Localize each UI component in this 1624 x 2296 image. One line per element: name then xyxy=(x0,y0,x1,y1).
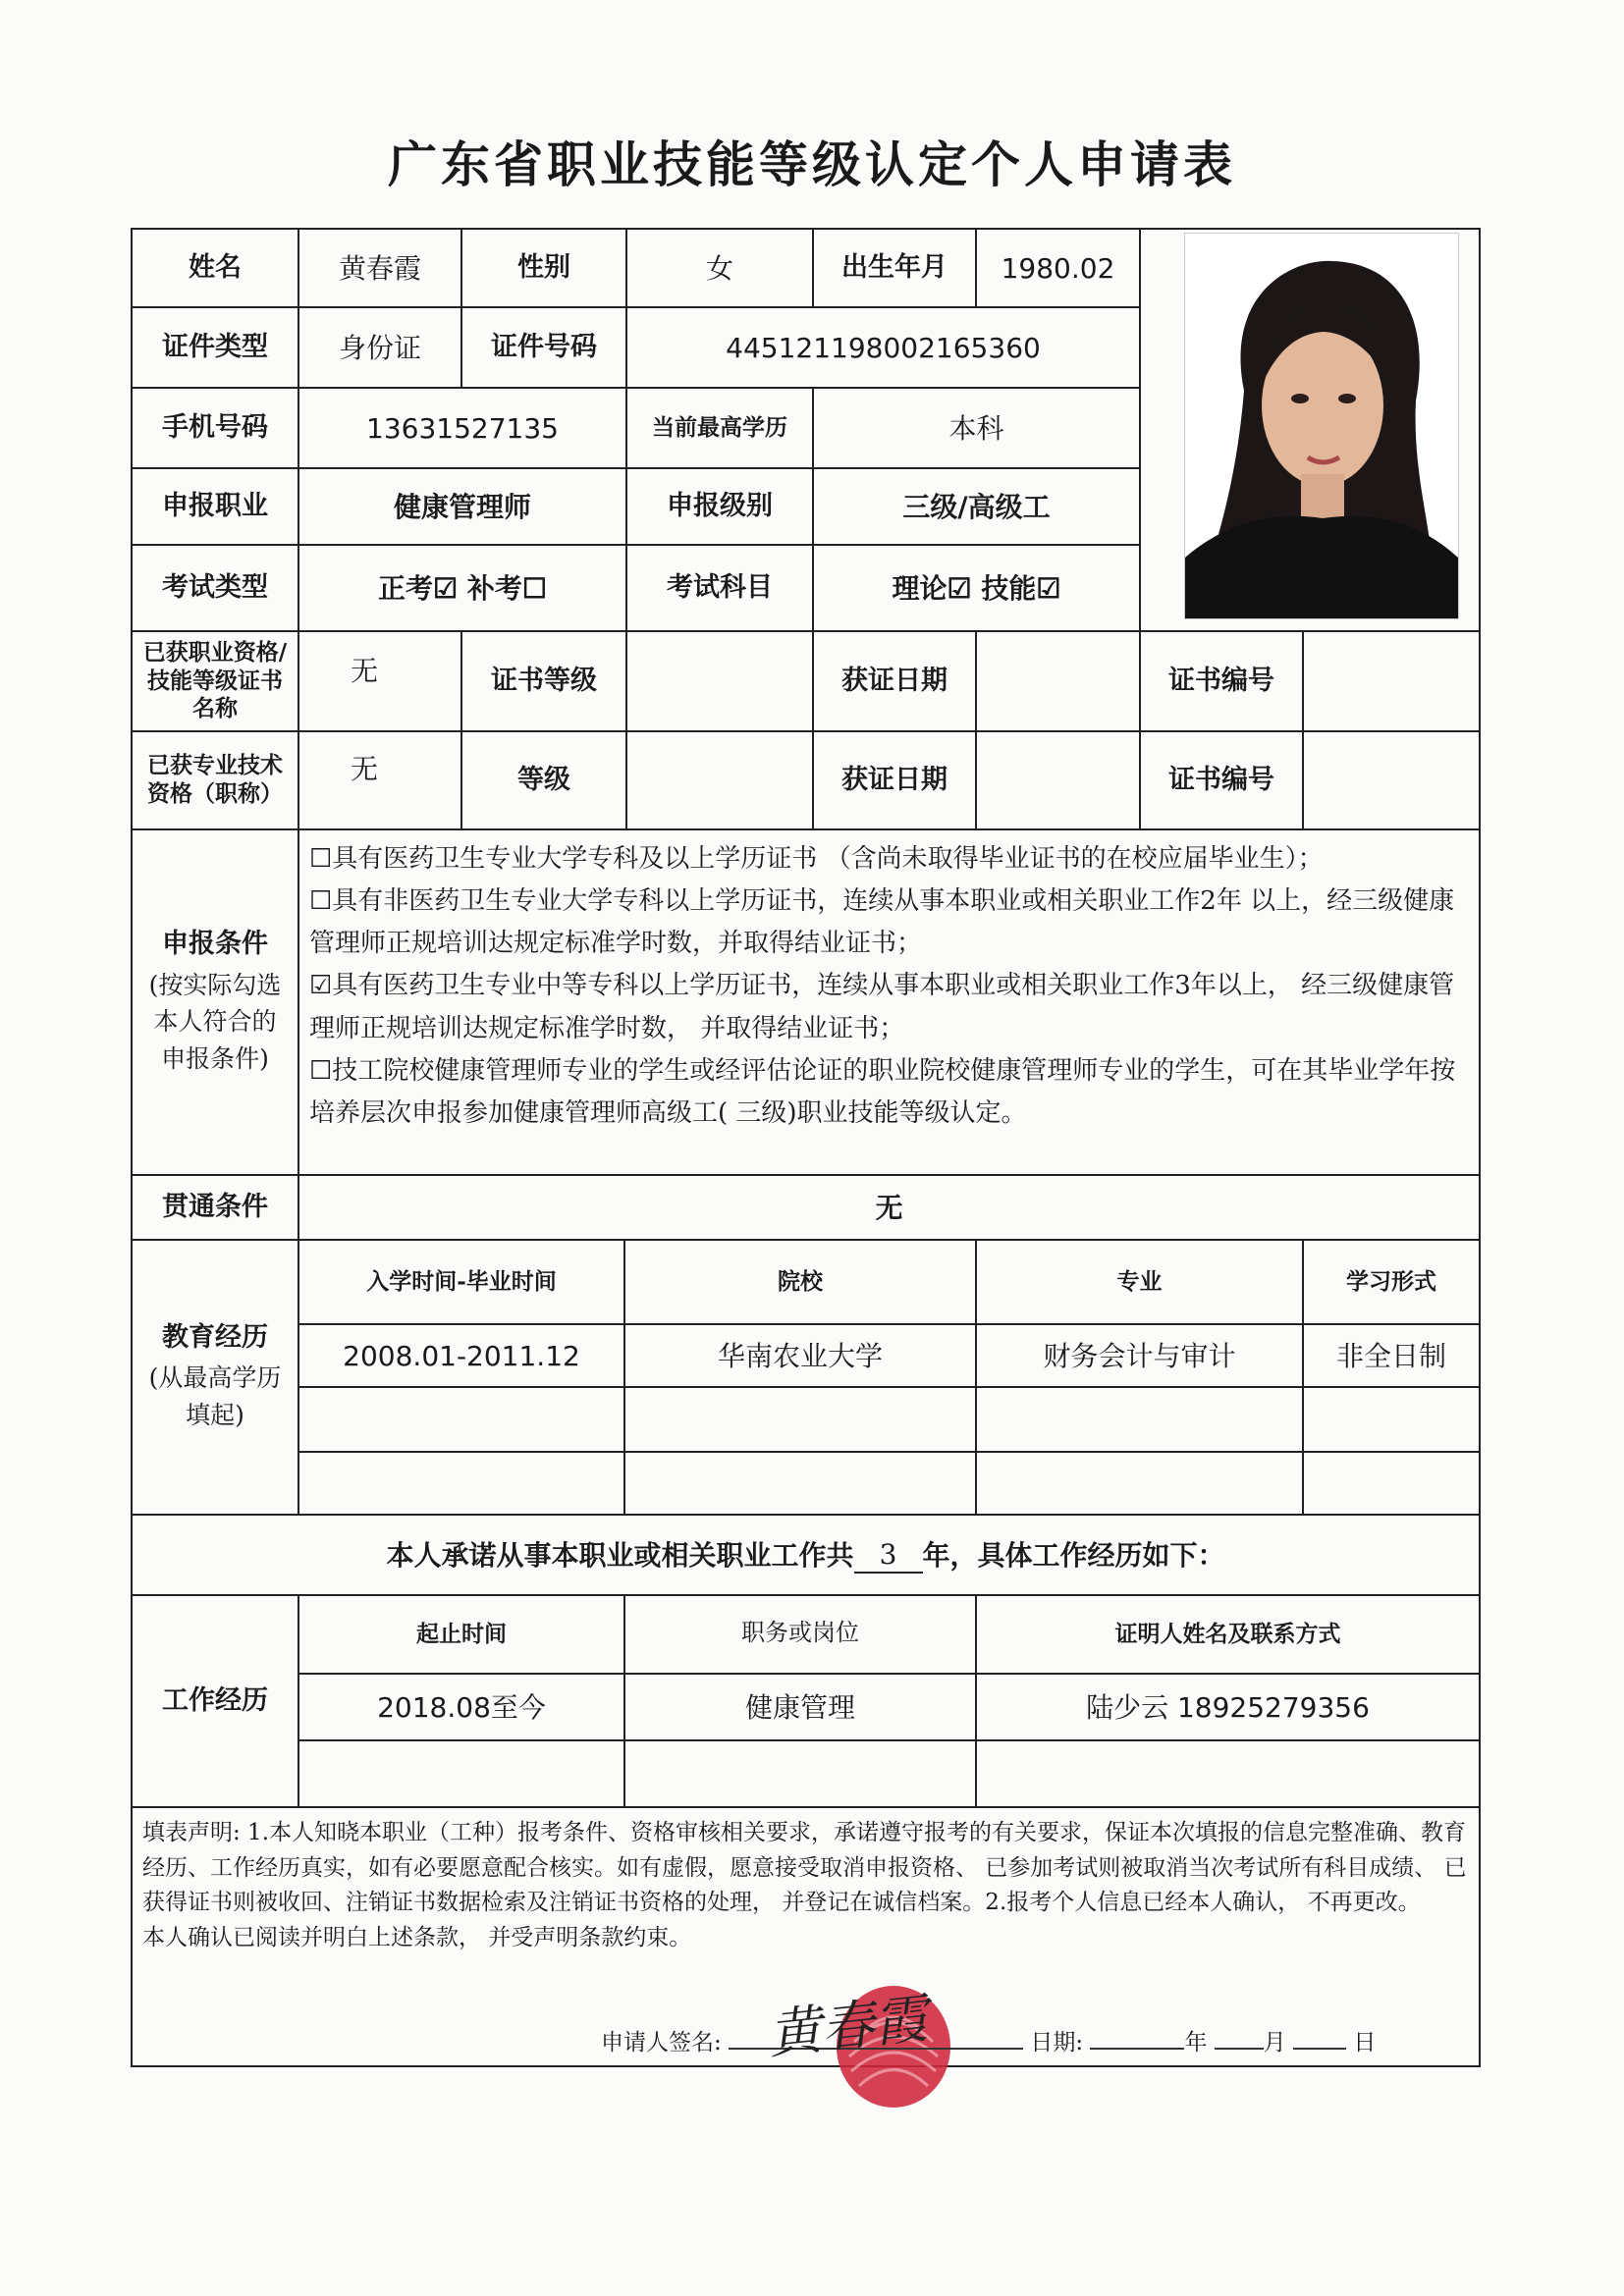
occupation-value[interactable]: 健康管理师 xyxy=(298,467,627,546)
education-label-cell xyxy=(131,1239,299,1516)
education-sublabel: (从最高学历填起) xyxy=(148,1363,282,1429)
conditions-label-cell xyxy=(131,828,299,1176)
tech-date-value[interactable] xyxy=(975,730,1141,830)
edu-header-period: 入学时间-毕业时间 xyxy=(298,1239,625,1325)
vocational-cert-value[interactable]: 无 xyxy=(298,630,462,732)
cert-level-label: 证书等级 xyxy=(460,630,627,732)
edu-row-3-mode[interactable] xyxy=(1302,1451,1481,1516)
conditions-sublabel: (按实际勾选本人符合的申报条件) xyxy=(148,970,282,1073)
name-value[interactable]: 黄春霞 xyxy=(298,228,462,308)
cert-date-value[interactable] xyxy=(975,630,1141,732)
commitment-years[interactable]: 3 xyxy=(854,1537,923,1574)
condition-option-4[interactable]: ☐技工院校健康管理师专业的学生或经评估论证的职业院校健康管理师专业的学生，可在其毕业学年按培养层次申报参加健康管理师高级工( 三级)职业技能等级认定。 xyxy=(309,1055,1456,1128)
edu-row-1-major[interactable]: 财务会计与审计 xyxy=(975,1323,1304,1388)
condition-option-2[interactable]: ☐具有非医药卫生专业大学专科以上学历证书，连续从事本职业或相关职业工作2年 以上，经三级健康管理师正规培训达规定标准学时数，并取得结业证书； xyxy=(309,886,1455,959)
edu-row-1-school[interactable]: 华南农业大学 xyxy=(623,1323,977,1388)
form-title: 广东省职业技能等级认定个人申请表 xyxy=(388,135,1236,193)
commitment-suffix: 年，具体工作经历如下： xyxy=(922,1538,1225,1572)
exam-type-value[interactable]: 正考☑ 补考☐ xyxy=(298,544,627,632)
vocational-cert-label: 已获职业资格/技能等级证书名称 xyxy=(131,630,299,732)
portrait-image xyxy=(1185,234,1458,618)
work-label: 工作经历 xyxy=(131,1594,299,1808)
edu-row-3-school[interactable] xyxy=(623,1451,977,1516)
declaration-text: 填表声明: 1.本人知晓本职业（工种）报考条件、资格审核相关要求，承诺遵守报考的有关要求，保证本次填报的信息完整准确、教育经历、工作经历真实，如有必要愿意配合核实。如有虚假，愿意接受取消申报资格、 已参加考试则被取消当次考试所有科目成绩、 已获得证书则被收回、注销证书数据检索及注销证书资格的处理， 并登记在诚信档案。2.报考个人信息已经本人确认， 不再更改。 xyxy=(142,1820,1467,1916)
day-label: 日 xyxy=(1353,2030,1377,2056)
level-label: 申报级别 xyxy=(625,467,814,546)
cert-level-value[interactable] xyxy=(625,630,814,732)
education-level-value[interactable]: 本科 xyxy=(812,387,1141,469)
date-year-field[interactable] xyxy=(1090,2022,1184,2050)
edu-header-mode: 学习形式 xyxy=(1302,1239,1481,1325)
signature-label: 申请人签名: xyxy=(601,2030,722,2056)
through-label: 贯通条件 xyxy=(131,1174,299,1241)
conditions-list xyxy=(298,828,1481,1176)
id-type-label: 证件类型 xyxy=(131,306,299,389)
edu-header-school: 院校 xyxy=(623,1239,977,1325)
exam-subjects-label: 考试科目 xyxy=(625,544,814,632)
education-level-label: 当前最高学历 xyxy=(625,387,814,469)
date-label: 日期: xyxy=(1030,2030,1084,2056)
work-header-period: 起止时间 xyxy=(298,1594,625,1675)
cert-number-label: 证书编号 xyxy=(1139,630,1304,732)
name-label: 姓名 xyxy=(131,228,299,308)
edu-row-3-major[interactable] xyxy=(975,1451,1304,1516)
signature-handwriting: 黄春霞 xyxy=(765,1987,931,2066)
gender-label: 性别 xyxy=(460,228,627,308)
edu-row-2-period[interactable] xyxy=(298,1386,625,1453)
commitment-prefix: 本人承诺从事本职业或相关职业工作共 xyxy=(386,1538,854,1572)
cert-number-value[interactable] xyxy=(1302,630,1481,732)
tech-qualification-label: 已获专业技术资格（职称） xyxy=(131,730,299,830)
phone-label: 手机号码 xyxy=(131,387,299,469)
signature-row xyxy=(601,1987,1386,2066)
edu-row-2-mode[interactable] xyxy=(1302,1386,1481,1453)
month-label: 月 xyxy=(1263,2030,1286,2056)
tech-cert-number-label: 证书编号 xyxy=(1139,730,1304,830)
birth-value[interactable]: 1980.02 xyxy=(975,228,1141,308)
condition-option-1[interactable]: ☐具有医药卫生专业大学专科及以上学历证书 （含尚未取得毕业证书的在校应届毕业生）； xyxy=(309,844,1324,874)
edu-row-2-major[interactable] xyxy=(975,1386,1304,1453)
edu-header-major: 专业 xyxy=(975,1239,1304,1325)
exam-type-label: 考试类型 xyxy=(131,544,299,632)
through-value[interactable]: 无 xyxy=(298,1174,1481,1241)
education-label: 教育经历 xyxy=(162,1321,268,1353)
phone-value[interactable]: 13631527135 xyxy=(298,387,627,469)
work-row-1-period[interactable]: 2018.08至今 xyxy=(298,1673,625,1741)
exam-subjects-value[interactable]: 理论☑ 技能☑ xyxy=(812,544,1141,632)
id-number-value[interactable]: 445121198002165360 xyxy=(625,306,1141,389)
occupation-label: 申报职业 xyxy=(131,467,299,546)
edu-row-2-school[interactable] xyxy=(623,1386,977,1453)
signature-field[interactable] xyxy=(729,1987,1023,2066)
tech-qualification-value[interactable]: 无 xyxy=(298,730,462,830)
edu-row-1-period[interactable]: 2008.01-2011.12 xyxy=(298,1323,625,1388)
id-number-label: 证件号码 xyxy=(460,306,627,389)
gender-value[interactable]: 女 xyxy=(625,228,814,308)
date-month-field[interactable] xyxy=(1215,2022,1264,2050)
edu-row-3-period[interactable] xyxy=(298,1451,625,1516)
work-header-reference: 证明人姓名及联系方式 xyxy=(975,1594,1481,1675)
level-value[interactable]: 三级/高级工 xyxy=(812,467,1141,546)
applicant-photo xyxy=(1185,234,1458,618)
date-day-field[interactable] xyxy=(1293,2022,1346,2050)
conditions-label: 申报条件 xyxy=(162,928,268,959)
grade-label: 等级 xyxy=(460,730,627,830)
work-commitment xyxy=(131,1514,1481,1596)
declaration-confirm: 本人确认已阅读并明白上述条款， 并受声明条款约束。 xyxy=(142,1924,692,1950)
id-type-value[interactable]: 身份证 xyxy=(298,306,462,389)
tech-cert-number-value[interactable] xyxy=(1302,730,1481,830)
cert-date-label: 获证日期 xyxy=(812,630,977,732)
condition-option-3[interactable]: ☑具有医药卫生专业中等专科以上学历证书，连续从事本职业或相关职业工作3年以上， 经三级健康管理师正规培训达规定标准学时数， 并取得结业证书； xyxy=(309,971,1455,1043)
tech-date-label: 获证日期 xyxy=(812,730,977,830)
work-header-position: 职务或岗位 xyxy=(623,1594,977,1675)
year-label: 年 xyxy=(1184,2030,1208,2056)
work-row-2-reference[interactable] xyxy=(975,1739,1481,1808)
work-row-2-period[interactable] xyxy=(298,1739,625,1808)
grade-value[interactable] xyxy=(625,730,814,830)
edu-row-1-mode[interactable]: 非全日制 xyxy=(1302,1323,1481,1388)
work-row-1-position[interactable]: 健康管理 xyxy=(623,1673,977,1741)
work-row-1-reference[interactable]: 陆少云 18925279356 xyxy=(975,1673,1481,1741)
birth-label: 出生年月 xyxy=(812,228,977,308)
work-row-2-position[interactable] xyxy=(623,1739,977,1808)
